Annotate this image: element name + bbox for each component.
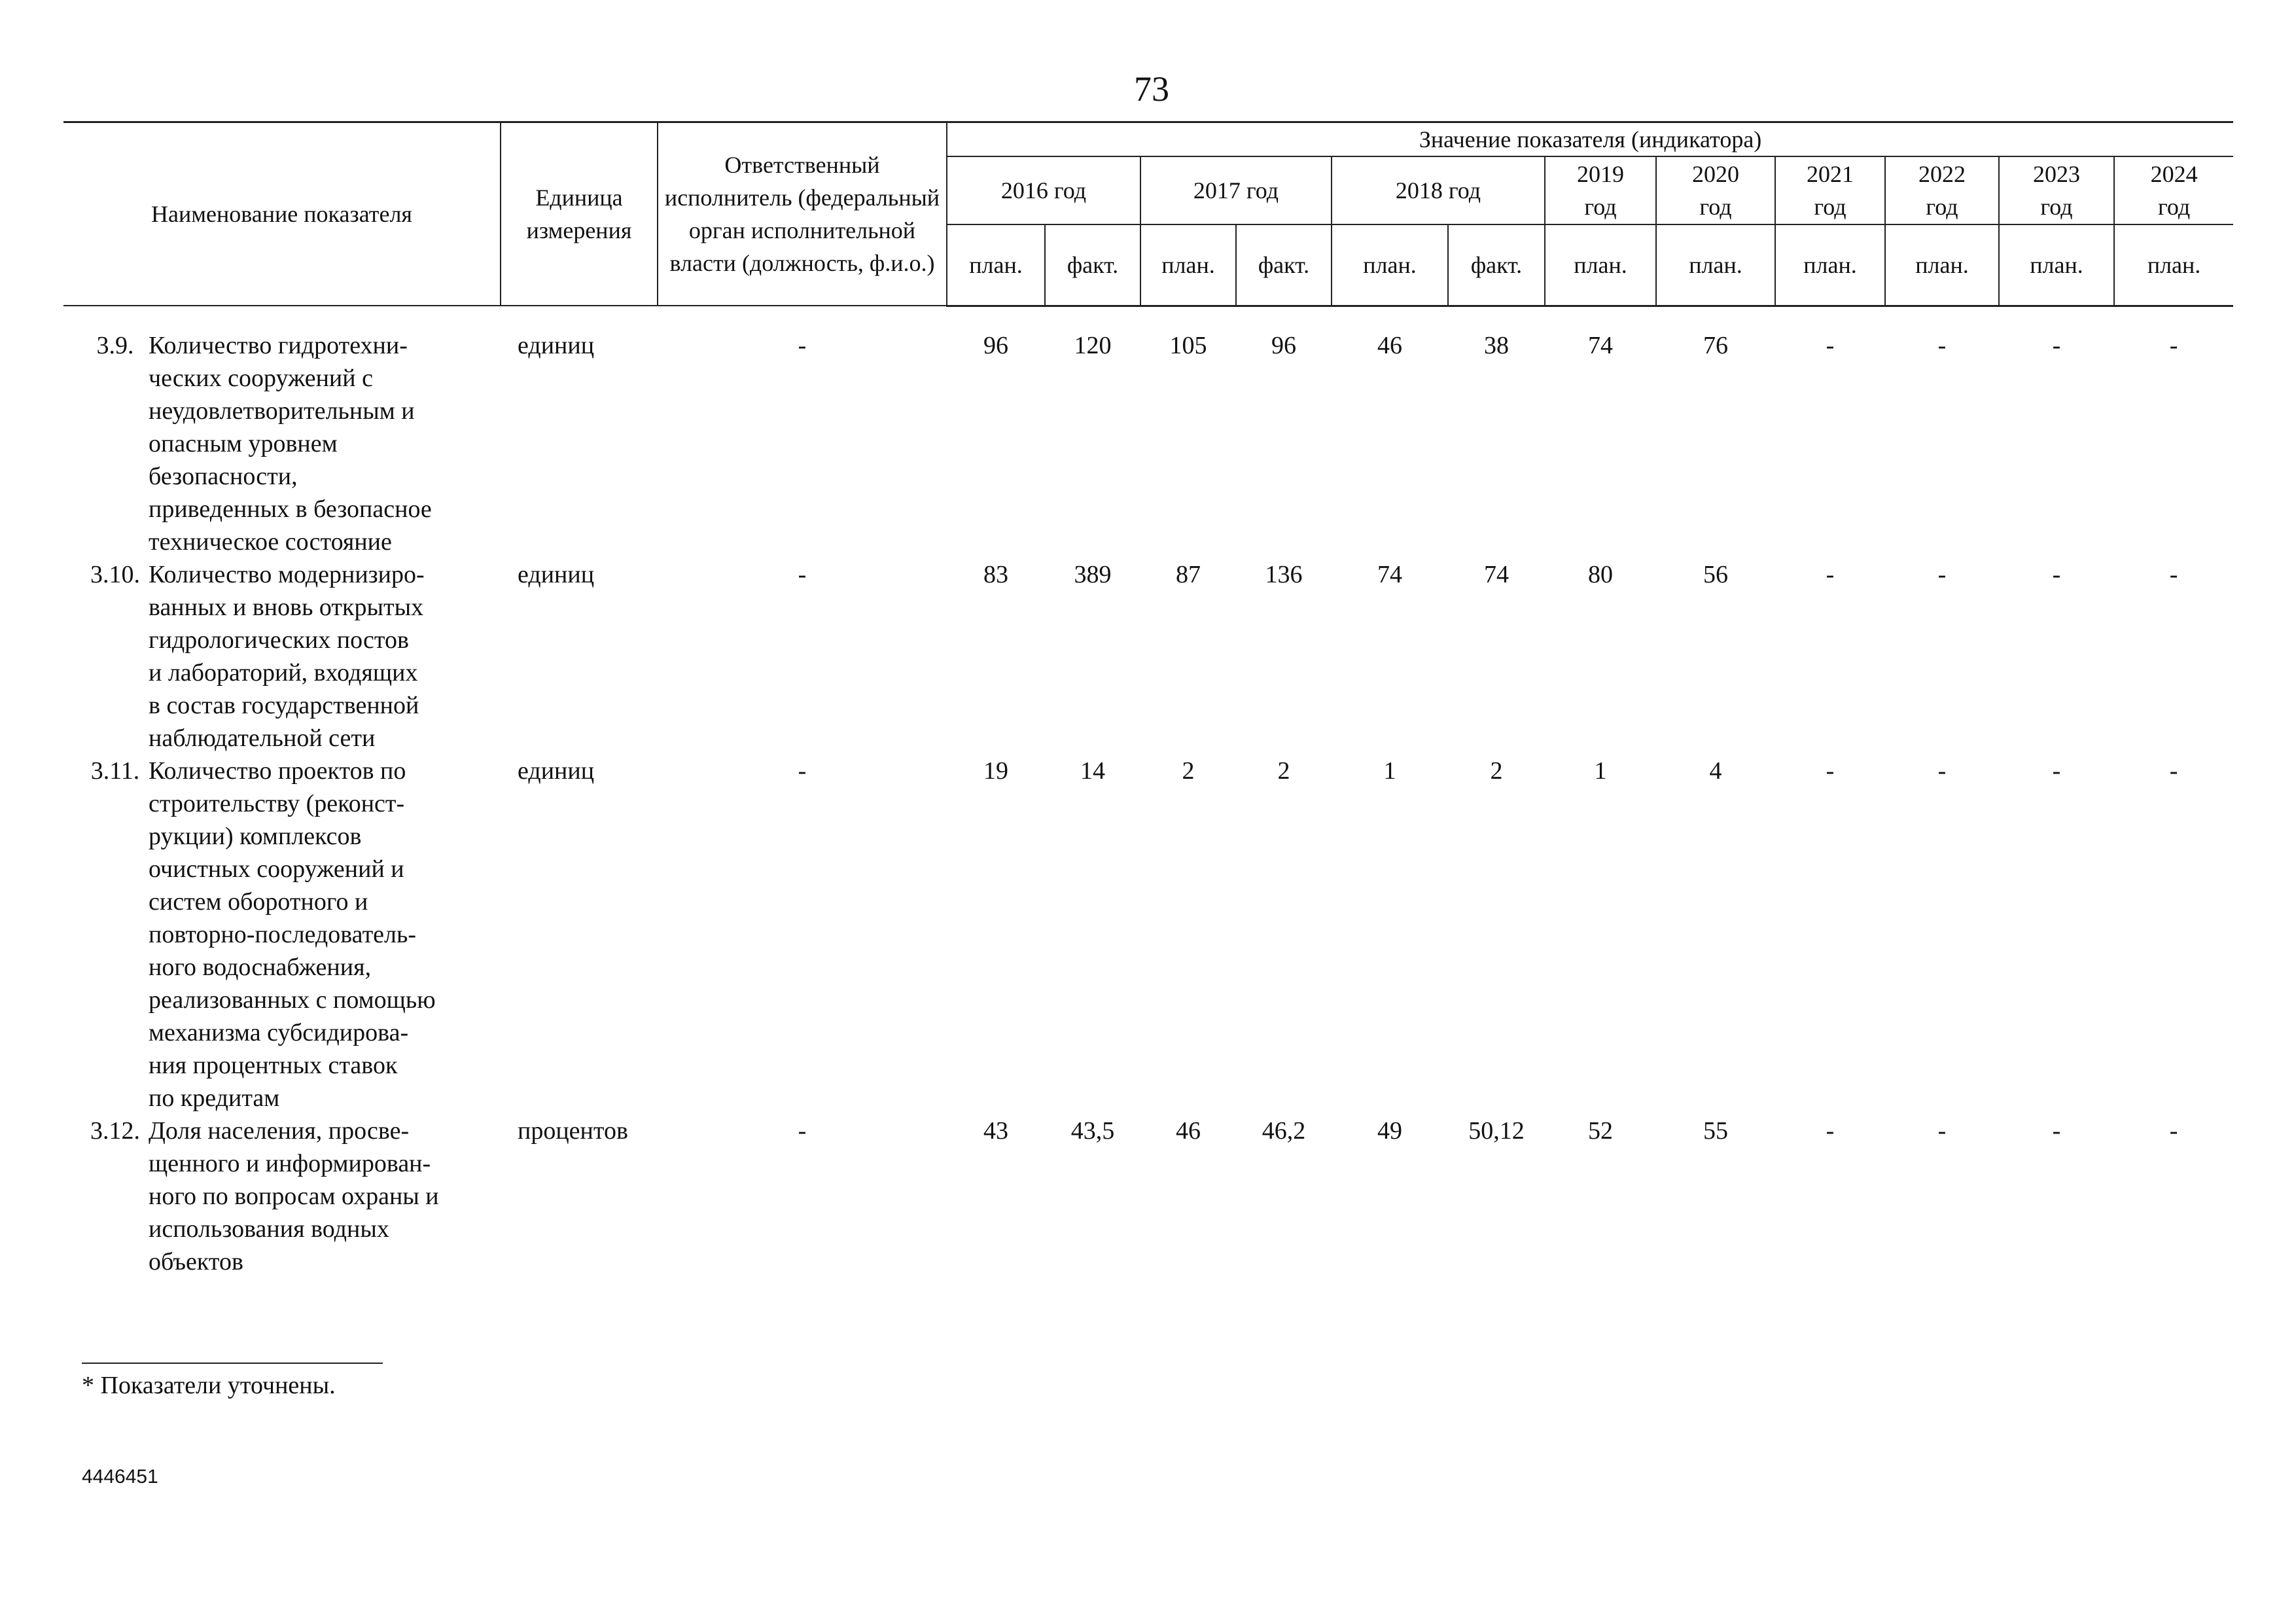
value-2023-plan: - bbox=[2052, 757, 2061, 785]
row-unit: единиц bbox=[518, 757, 595, 785]
table-row bbox=[63, 1115, 2233, 1278]
header-2018-plan: план. bbox=[1332, 224, 1448, 306]
header-2016-plan: план. bbox=[947, 224, 1045, 306]
value-2017-plan: 87 bbox=[1176, 560, 1201, 588]
value-2020-plan: 56 bbox=[1703, 560, 1728, 588]
value-2018-fact: 74 bbox=[1484, 560, 1509, 588]
row-responsible: - bbox=[798, 1116, 807, 1145]
row-name-cell bbox=[63, 558, 501, 755]
value-2018-plan: 74 bbox=[1377, 560, 1402, 588]
header-responsible: Ответственный исполнитель (федеральный орган исполнительной власти (должность, ф.и.о.) bbox=[658, 122, 947, 306]
row-number: 3.12. bbox=[90, 1116, 140, 1145]
value-2017-plan: 46 bbox=[1176, 1116, 1201, 1145]
value-2024-plan: - bbox=[2169, 331, 2178, 359]
row-name: Количество проектов по строительству (реконст- рукции) комплексов очистных сооружений и систем оборотного и повторно-последователь- ного водоснабжения, реализованных с помощью механизма субсидирова- ния процентных ставок по кредитам bbox=[149, 757, 436, 1112]
header-unit-text: Единица измерения bbox=[526, 185, 632, 243]
value-2022-plan: - bbox=[1937, 560, 1947, 588]
value-2017-plan: 105 bbox=[1169, 331, 1207, 359]
indicator-table bbox=[63, 121, 2233, 1278]
value-2016-fact: 389 bbox=[1074, 560, 1112, 588]
row-name-cell bbox=[63, 755, 501, 1115]
row-name: Количество модернизиро- ванных и вновь открытых гидрологических постов и лабораторий, входящих в состав государственной наблюдательной сети bbox=[149, 560, 425, 752]
footnote: * Показатели уточнены. bbox=[82, 1372, 336, 1399]
value-2019-plan: 1 bbox=[1594, 757, 1607, 785]
header-year-2017: 2017 год bbox=[1140, 156, 1332, 224]
header-2022-plan: план. bbox=[1885, 224, 1999, 306]
value-2022-plan: - bbox=[1937, 757, 1947, 785]
row-number: 3.11. bbox=[90, 757, 140, 785]
value-2018-plan: 46 bbox=[1377, 331, 1402, 359]
table-body bbox=[63, 306, 2233, 1278]
value-2020-plan: 76 bbox=[1703, 331, 1728, 359]
row-responsible: - bbox=[798, 757, 807, 785]
header-year-2022 bbox=[1885, 156, 1999, 224]
value-2022-plan: - bbox=[1937, 331, 1947, 359]
value-2023-plan: - bbox=[2052, 560, 2061, 588]
header-year-2022-text: 2022 год bbox=[1918, 161, 1966, 220]
footnote-divider bbox=[82, 1363, 383, 1364]
value-2017-fact: 46,2 bbox=[1262, 1116, 1306, 1145]
value-2017-fact: 96 bbox=[1271, 331, 1296, 359]
header-2024-plan: план. bbox=[2114, 224, 2233, 306]
value-2016-fact: 120 bbox=[1074, 331, 1112, 359]
row-unit: единиц bbox=[518, 560, 595, 588]
document-code: 4446451 bbox=[82, 1466, 158, 1488]
value-2017-fact: 136 bbox=[1265, 560, 1303, 588]
value-2019-plan: 52 bbox=[1588, 1116, 1613, 1145]
header-year-2020-text: 2020 год bbox=[1692, 161, 1739, 220]
value-2018-plan: 1 bbox=[1383, 757, 1396, 785]
value-2021-plan: - bbox=[1826, 560, 1835, 588]
value-2019-plan: 80 bbox=[1588, 560, 1613, 588]
header-2021-plan: план. bbox=[1775, 224, 1885, 306]
table-row bbox=[63, 329, 2233, 558]
row-name-cell bbox=[63, 1115, 501, 1278]
row-number: 3.10. bbox=[90, 560, 140, 588]
value-2016-fact: 14 bbox=[1080, 757, 1105, 785]
value-2024-plan: - bbox=[2169, 1116, 2178, 1145]
value-2021-plan: - bbox=[1826, 331, 1835, 359]
value-2020-plan: 4 bbox=[1709, 757, 1722, 785]
table-row bbox=[63, 558, 2233, 755]
header-2019-plan: план. bbox=[1545, 224, 1656, 306]
value-2021-plan: - bbox=[1826, 757, 1835, 785]
value-2017-plan: 2 bbox=[1182, 757, 1195, 785]
value-2024-plan: - bbox=[2169, 560, 2178, 588]
row-responsible: - bbox=[798, 331, 807, 359]
header-2023-plan: план. bbox=[1999, 224, 2114, 306]
header-year-2021-text: 2021 год bbox=[1807, 161, 1854, 220]
row-name: Количество гидротехни- ческих сооружений с неудовлетворительным и опасным уровнем безопасности, приведенных в безопасное техническое состояние bbox=[149, 331, 432, 556]
header-year-2018: 2018 год bbox=[1332, 156, 1545, 224]
value-2023-plan: - bbox=[2052, 331, 2061, 359]
value-2018-plan: 49 bbox=[1377, 1116, 1402, 1145]
value-2018-fact: 38 bbox=[1484, 331, 1509, 359]
row-unit: единиц bbox=[518, 331, 595, 359]
header-2020-plan: план. bbox=[1656, 224, 1775, 306]
value-2019-plan: 74 bbox=[1588, 331, 1613, 359]
table-row bbox=[63, 755, 2233, 1115]
row-unit: процентов bbox=[518, 1116, 628, 1145]
header-year-2016: 2016 год bbox=[947, 156, 1140, 224]
header-year-2023 bbox=[1999, 156, 2114, 224]
header-year-2020 bbox=[1656, 156, 1775, 224]
value-2016-plan: 19 bbox=[983, 757, 1008, 785]
header-year-2019 bbox=[1545, 156, 1656, 224]
header-year-2023-text: 2023 год bbox=[2033, 161, 2080, 220]
row-name-cell bbox=[63, 329, 501, 558]
value-2024-plan: - bbox=[2169, 757, 2178, 785]
value-2016-fact: 43,5 bbox=[1070, 1116, 1115, 1145]
header-unit bbox=[501, 122, 658, 306]
row-responsible: - bbox=[798, 560, 807, 588]
value-2016-plan: 43 bbox=[983, 1116, 1008, 1145]
value-2022-plan: - bbox=[1937, 1116, 1947, 1145]
value-2021-plan: - bbox=[1826, 1116, 1835, 1145]
value-2016-plan: 83 bbox=[983, 560, 1008, 588]
header-year-2024 bbox=[2114, 156, 2233, 224]
row-number: 3.9. bbox=[96, 331, 134, 359]
header-year-2024-text: 2024 год bbox=[2150, 161, 2198, 220]
value-2017-fact: 2 bbox=[1277, 757, 1290, 785]
value-2020-plan: 55 bbox=[1703, 1116, 1728, 1145]
header-2016-fact: факт. bbox=[1045, 224, 1140, 306]
header-2018-fact: факт. bbox=[1448, 224, 1545, 306]
row-name: Доля населения, просве- щенного и информирован- ного по вопросам охраны и использования водных объектов bbox=[149, 1116, 439, 1275]
header-2017-plan: план. bbox=[1140, 224, 1236, 306]
value-2018-fact: 50,12 bbox=[1468, 1116, 1525, 1145]
value-2018-fact: 2 bbox=[1490, 757, 1503, 785]
header-value-group: Значение показателя (индикатора) bbox=[947, 122, 2233, 157]
header-year-2021 bbox=[1775, 156, 1885, 224]
page-number: 73 bbox=[1134, 69, 1169, 109]
header-name: Наименование показателя bbox=[63, 122, 501, 306]
value-2023-plan: - bbox=[2052, 1116, 2061, 1145]
value-2016-plan: 96 bbox=[983, 331, 1008, 359]
header-2017-fact: факт. bbox=[1236, 224, 1332, 306]
header-year-2019-text: 2019 год bbox=[1577, 161, 1624, 220]
